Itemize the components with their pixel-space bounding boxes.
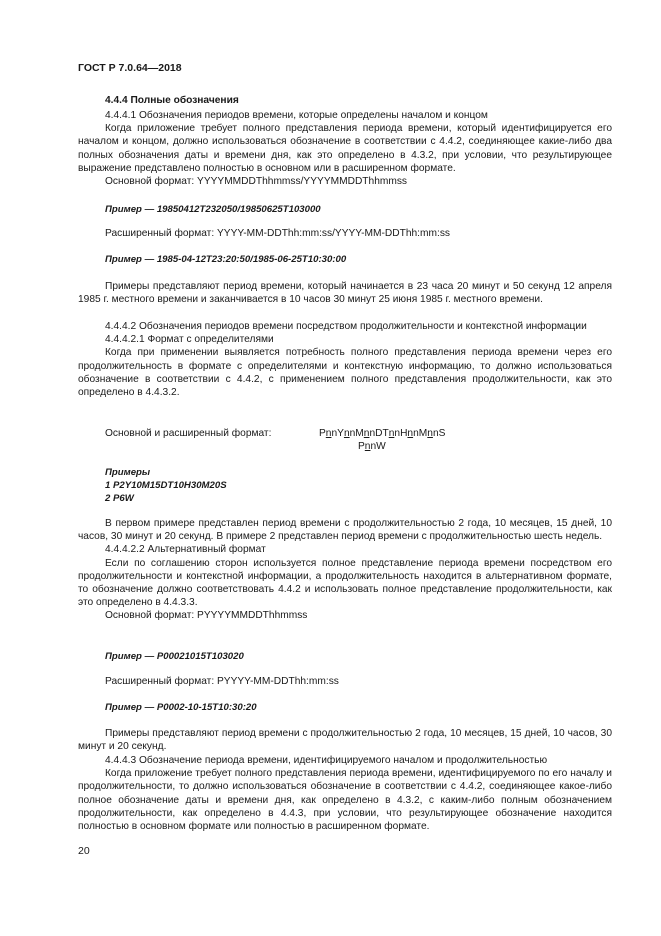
section-heading-block [78,94,612,107]
example-item: 2 P6W [105,493,134,505]
subsection-4-4-4-1 [78,109,612,188]
paragraph: В первом примере представлен период времени с продолжительностью 2 года, 10 месяцев, 15 дней, 10 часов, 30 минут и 20 секунд. В примере 2 представлен период времени с продолжительностью шесть недель. [78,518,612,543]
basic-format-line: Основной формат: YYYYMMDDThhmmss/YYYYMMDDThhmmss [105,176,408,188]
extended-format-line: Расширенный формат: PYYYY-MM-DDThh:mm:ss [105,676,339,687]
explanation-block [78,727,612,753]
example-line: Пример — 1985-04-12T23:20:50/1985-06-25T10:30:00 [105,254,347,265]
page-number: 20 [78,845,90,857]
paragraph: Примеры представляют период времени, который начинается в 23 часа 20 минут и 50 секунд 12 апреля 1985 г. местного времени и заканчивается в 10 часов 30 минут 25 июня 1985 г. местного времени. [78,281,612,306]
examples-title: Примеры [105,467,151,478]
subsection-title: 4.4.4.3 Обозначение периода времени, идентифицируемого началом и продолжительностью [105,755,548,766]
subsubsection-title: 4.4.4.2.2 Альтернативный формат [105,544,266,556]
format-value-2: PnnW [358,441,386,452]
extended-format-line: Расширенный формат: YYYY-MM-DDThh:mm:ss/YYYY-MM-DDThh:mm:ss [105,228,451,239]
format-label: Основной и расширенный формат: [105,428,272,439]
basic-format-line: Основной формат: PYYYYMMDDThhmmss [105,610,308,622]
paragraph: Если по соглашению сторон используется полное представление периода времени посредством его продолжительности и контекстной информации, а продолжительность находится в альтернативном формате, то обозначение должно соответствовать 4.4.2 и использовать полное представление продолжительности, как это определено в 4.4.3.3. [78,557,612,609]
subsection-title: 4.4.4.1 Обозначения периодов времени, которые определены началом и концом [105,110,488,121]
subsection-4-4-4-3 [78,754,612,833]
subsection-title: 4.4.4.2 Обозначения периодов времени посредством продолжительности и контекстной информации [105,321,587,332]
example-block [78,701,612,714]
subsubsection-title: 4.4.4.2.1 Формат с определителями [105,334,274,346]
extended-format-block [78,675,612,688]
extended-format-block [78,227,612,240]
paragraph: Когда приложение требует полного представления периода времени, который идентифицируется его началом и концом, должно использоваться обозначение в соответствии с 4.4.2, соединяющее какие-либо два полных обозначения даты и времени дня, как это определено в 4.3.2, при условии, что результирующее выражение представлено полностью в основном или в расширенном формате. [78,123,612,174]
examples-explanation-block [78,517,612,623]
example-block [78,203,612,216]
example-item: 1 P2Y10M15DT10H30M20S [105,480,227,492]
subsection-4-4-4-2 [78,320,612,399]
paragraph: Примеры представляют период времени с продолжительностью 2 года, 10 месяцев, 15 дней, 10 часов, 30 минут и 20 секунд. [78,728,612,753]
example-block [78,253,612,266]
format-value-1: PnnYnnMnnDTnnHnnMnnS [319,428,446,439]
section-title: 4.4.4 Полные обозначения [105,95,239,106]
example-block [78,650,612,663]
paragraph: Когда при применении выявляется потребность полного представления периода времени через его продолжительность в формате с определителями и контекстную информацию, то должно использоваться обозначение в соответствии с 4.4.2, с применением полного представления продолжительности, как это определено в 4.4.3.2. [78,347,612,399]
example-line: Пример — P0002-10-15T10:30:20 [105,702,257,713]
document-header: ГОСТ Р 7.0.64—2018 [78,62,182,74]
paragraph: Когда приложение требует полного представления периода времени, идентифицируемого по его началу и продолжительности, то должно использоваться обозначение в соответствии с 4.4.2, соединяющее какое-либо полное обозначение даты и времени дня, как определено в 4.3.2, с каким-либо полным обозначением продолжительности, как определено в 4.4.3, при условии, что результирующее обозначение находится полностью в основном формате или полностью в расширенном формате. [78,768,612,833]
examples-block [78,466,612,506]
example-line: Пример — 19850412T232050/19850625T103000 [105,204,321,215]
explanation-block [78,280,612,306]
example-line: Пример — P00021015T103020 [105,651,244,662]
